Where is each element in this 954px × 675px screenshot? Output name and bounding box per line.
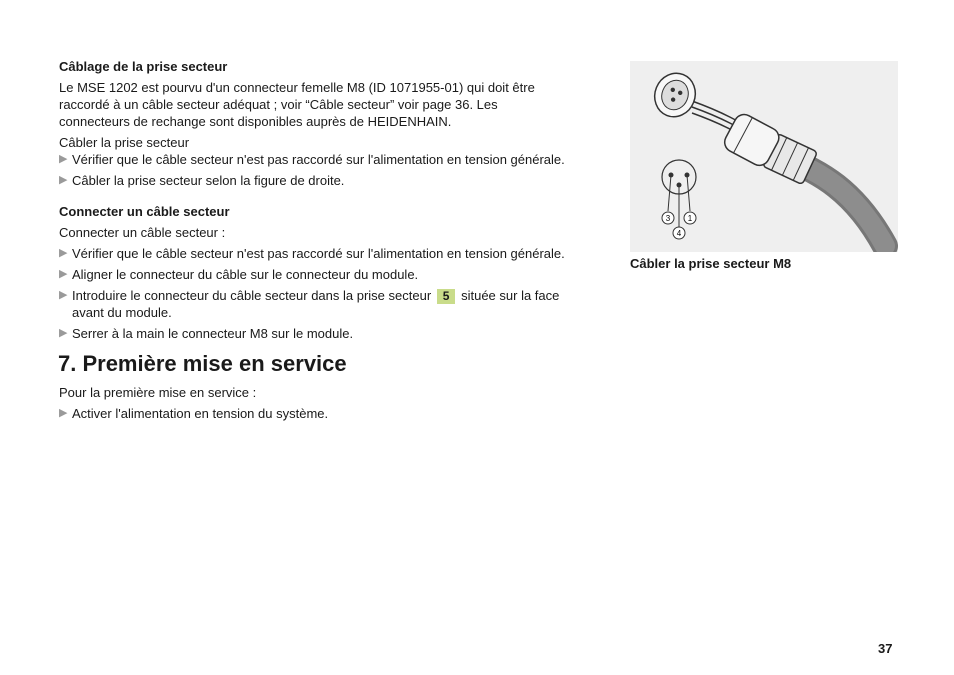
step-item: ▶ Serrer à la main le connecteur M8 sur le module.: [59, 326, 354, 341]
pin-label: 3: [665, 214, 671, 223]
section-heading-cablage: Câblage de la prise secteur: [59, 59, 228, 74]
paragraph-line: raccordé à un câble secteur adéquat ; voir “Câble secteur” voir page 36. Les: [59, 97, 498, 112]
step-item: ▶ Introduire le connecteur du câble secteur dans la prise secteur 5 située sur la face avant du module.: [59, 288, 560, 320]
intro-text: Câbler la prise secteur: [59, 135, 190, 150]
triangle-arrow-icon: ▶: [59, 327, 68, 339]
pin-label: 1: [687, 214, 693, 223]
step-item: ▶ Activer l'alimentation en tension du système.: [59, 406, 329, 421]
m8-connector-illustration: [630, 61, 898, 252]
triangle-arrow-icon: ▶: [59, 407, 68, 419]
connector-figure: [630, 61, 898, 252]
intro-text: Pour la première mise en service :: [59, 385, 257, 400]
section-heading-connecter: Connecter un câble secteur: [59, 204, 230, 219]
pin-label: 4: [676, 229, 682, 238]
element-number-badge: 5: [437, 289, 456, 304]
triangle-arrow-icon: ▶: [59, 174, 68, 186]
triangle-arrow-icon: ▶: [59, 247, 68, 259]
triangle-arrow-icon: ▶: [59, 153, 68, 165]
intro-text: Connecter un câble secteur :: [59, 225, 226, 240]
chapter-title: 7. Première mise en service: [58, 351, 347, 376]
step-item: ▶ Vérifier que le câble secteur n'est pas raccordé sur l'alimentation en tension générale.: [59, 152, 565, 167]
step-item: ▶ Câbler la prise secteur selon la figure de droite.: [59, 173, 345, 188]
page-number: 37: [878, 641, 893, 656]
step-item: ▶ Vérifier que le câble secteur n'est pas raccordé sur l'alimentation en tension générale.: [59, 246, 565, 261]
main-column: [59, 58, 604, 422]
paragraph-line: connecteurs de rechange sont disponibles auprès de HEIDENHAIN.: [59, 114, 452, 129]
step-item: ▶ Aligner le connecteur du câble sur le connecteur du module.: [59, 267, 419, 282]
paragraph-line: Le MSE 1202 est pourvu d'un connecteur femelle M8 (ID 1071955-01) qui doit être: [59, 80, 535, 95]
triangle-arrow-icon: ▶: [59, 268, 68, 280]
triangle-arrow-icon: ▶: [59, 289, 68, 301]
figure-caption: Câbler la prise secteur M8: [630, 256, 792, 271]
